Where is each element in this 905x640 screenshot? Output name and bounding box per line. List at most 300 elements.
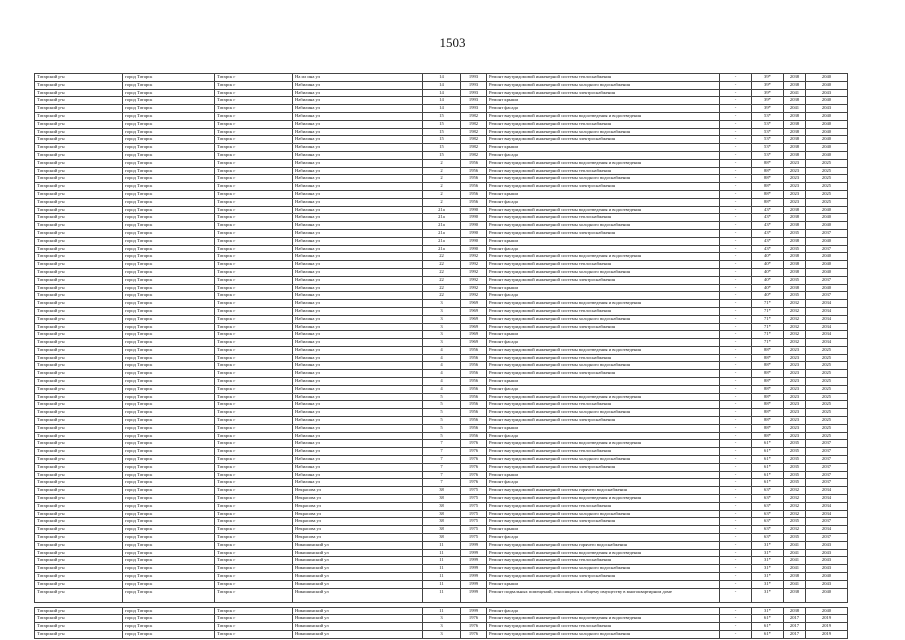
table-row <box>35 588 848 602</box>
cell-district: Татарский р-н <box>35 112 123 120</box>
cell-street: Набилина ул <box>293 261 423 269</box>
cell-year-start: 2038 <box>784 268 806 276</box>
cell-wear: 71* <box>752 339 784 347</box>
cell-locality: Татарск г <box>215 495 293 503</box>
cell-locality: Татарск г <box>215 541 293 549</box>
cell-settlement: город Татарск <box>123 331 215 339</box>
cell-year-end: 2037 <box>806 463 848 471</box>
cell-street: Некрасова ул <box>293 510 423 518</box>
table-row <box>35 331 848 339</box>
cell-wear: 43* <box>752 245 784 253</box>
cell-year-start: 2035 <box>784 534 806 542</box>
cell-year-end: 2037 <box>806 292 848 300</box>
cell-street: Набилина ул <box>293 237 423 245</box>
cell-year: 1992 <box>461 276 487 284</box>
cell-wear: 63* <box>752 526 784 534</box>
cell-settlement: город Татарск <box>123 105 215 113</box>
cell-settlement: город Татарск <box>123 393 215 401</box>
cell-year-end: 2025 <box>806 362 848 370</box>
cell-year-end: 2037 <box>806 456 848 464</box>
cell-year-end: 2040 <box>806 237 848 245</box>
cell-district: Татарский р-н <box>35 463 123 471</box>
cell-district: Татарский р-н <box>35 541 123 549</box>
cell-work-type: Ремонт крыши <box>487 471 720 479</box>
cell-dash: - <box>720 534 752 542</box>
cell-district: Татарский р-н <box>35 315 123 323</box>
cell-year-start: 2023 <box>784 378 806 386</box>
cell-work-type: Ремонт крыши <box>487 424 720 432</box>
cell-wear: 61* <box>752 615 784 623</box>
cell-house: 2 <box>423 175 461 183</box>
cell-dash: - <box>720 393 752 401</box>
cell-house: 21а <box>423 237 461 245</box>
cell-wear: 61* <box>752 479 784 487</box>
table-row <box>35 557 848 565</box>
cell-year-start: 2038 <box>784 206 806 214</box>
cell-year-start: 2023 <box>784 183 806 191</box>
cell-settlement: город Татарск <box>123 112 215 120</box>
cell-year-end: 2034 <box>806 487 848 495</box>
table-row <box>35 615 848 623</box>
cell-street: Набилина ул <box>293 120 423 128</box>
cell-year-start: 2041 <box>784 105 806 113</box>
cell-dash: - <box>720 253 752 261</box>
cell-settlement: город Татарск <box>123 307 215 315</box>
cell-settlement: город Татарск <box>123 339 215 347</box>
cell-settlement: город Татарск <box>123 261 215 269</box>
cell-street: Набилина ул <box>293 479 423 487</box>
cell-year: 1956 <box>461 167 487 175</box>
cell-dash: - <box>720 573 752 581</box>
cell-street: Набилина ул <box>293 456 423 464</box>
cell-locality: Татарск г <box>215 623 293 631</box>
cell-year-start: 2038 <box>784 81 806 89</box>
cell-year-end: 2025 <box>806 346 848 354</box>
cell-district: Татарский р-н <box>35 432 123 440</box>
cell-house: 22 <box>423 261 461 269</box>
cell-street: Набилина ул <box>293 128 423 136</box>
cell-work-type: Ремонт внутридомовой инженерной системы холодного водоснабжения <box>487 630 720 638</box>
cell-house: 3 <box>423 623 461 631</box>
cell-district: Татарский р-н <box>35 136 123 144</box>
cell-settlement: город Татарск <box>123 510 215 518</box>
cell-settlement: город Татарск <box>123 607 215 615</box>
cell-locality: Татарск г <box>215 615 293 623</box>
cell-locality: Татарск г <box>215 159 293 167</box>
register-table <box>34 73 848 639</box>
cell-year-start: 2017 <box>784 623 806 631</box>
cell-wear: 31* <box>752 573 784 581</box>
table-row <box>35 623 848 631</box>
cell-work-type: Ремонт крыши <box>487 284 720 292</box>
cell-locality: Татарск г <box>215 105 293 113</box>
cell-district: Татарский р-н <box>35 331 123 339</box>
cell-wear: 39* <box>752 97 784 105</box>
cell-locality: Татарск г <box>215 401 293 409</box>
cell-dash: - <box>720 292 752 300</box>
cell-year-end: 2025 <box>806 432 848 440</box>
cell-year: 1990 <box>461 245 487 253</box>
cell-year-end: 2040 <box>806 136 848 144</box>
cell-dash: - <box>720 261 752 269</box>
table-row <box>35 97 848 105</box>
cell-work-type: Ремонт внутридомовой инженерной системы холодного водоснабжения <box>487 268 720 276</box>
cell-locality: Татарск г <box>215 463 293 471</box>
cell-year: 1982 <box>461 151 487 159</box>
cell-year-end: 2043 <box>806 565 848 573</box>
cell-work-type: Ремонт внутридомовой инженерной системы теплоснабжения <box>487 167 720 175</box>
cell-year-start: 2041 <box>784 580 806 588</box>
cell-work-type: Ремонт внутридомовой инженерной системы электроснабжения <box>487 370 720 378</box>
cell-street: Набилина ул <box>293 354 423 362</box>
cell-dash: - <box>720 370 752 378</box>
cell-street: Набилина ул <box>293 167 423 175</box>
cell-settlement: город Татарск <box>123 183 215 191</box>
cell-district: Татарский р-н <box>35 183 123 191</box>
table-row <box>35 385 848 393</box>
cell-year: 1956 <box>461 190 487 198</box>
cell-work-type: Ремонт внутридомовой инженерной системы холодного водоснабжения <box>487 315 720 323</box>
cell-house: 21а <box>423 206 461 214</box>
cell-locality: Татарск г <box>215 89 293 97</box>
cell-year-end: 2037 <box>806 245 848 253</box>
cell-house: 4 <box>423 346 461 354</box>
cell-year-start: 2023 <box>784 393 806 401</box>
table-row <box>35 573 848 581</box>
table-row <box>35 112 848 120</box>
cell-year-end: 2040 <box>806 112 848 120</box>
cell-year-start: 2023 <box>784 424 806 432</box>
cell-settlement: город Татарск <box>123 424 215 432</box>
cell-district: Татарский р-н <box>35 190 123 198</box>
cell-year-start: 2038 <box>784 144 806 152</box>
cell-year: 1975 <box>461 518 487 526</box>
cell-street: Никишинский ул <box>293 549 423 557</box>
cell-house: 14 <box>423 97 461 105</box>
cell-locality: Татарск г <box>215 549 293 557</box>
cell-house: 2 <box>423 198 461 206</box>
cell-year-start: 2032 <box>784 502 806 510</box>
cell-work-type: Ремонт внутридомовой инженерной системы водоотведения и водоотведения <box>487 253 720 261</box>
cell-work-type: Ремонт внутридомовой инженерной системы электроснабжения <box>487 229 720 237</box>
cell-wear: 39* <box>752 89 784 97</box>
cell-wear: 88* <box>752 190 784 198</box>
cell-year: 1969 <box>461 331 487 339</box>
cell-dash: - <box>720 97 752 105</box>
cell-wear: 31* <box>752 588 784 602</box>
cell-year-start: 2035 <box>784 245 806 253</box>
cell-house: 7 <box>423 479 461 487</box>
cell-work-type: Ремонт фасада <box>487 245 720 253</box>
cell-work-type: Ремонт внутридомовой инженерной системы холодного водоснабжения <box>487 81 720 89</box>
cell-work-type: Ремонт внутридомовой инженерной системы электроснабжения <box>487 323 720 331</box>
cell-year-end: 2034 <box>806 300 848 308</box>
cell-year-start: 2038 <box>784 74 806 82</box>
cell-locality: Татарск г <box>215 183 293 191</box>
cell-house: 3 <box>423 630 461 638</box>
cell-dash: - <box>720 471 752 479</box>
cell-district: Татарский р-н <box>35 370 123 378</box>
cell-locality: Татарск г <box>215 479 293 487</box>
table-row <box>35 268 848 276</box>
cell-wear: 88* <box>752 370 784 378</box>
cell-year-end: 2019 <box>806 630 848 638</box>
cell-locality: Татарск г <box>215 565 293 573</box>
table-row <box>35 307 848 315</box>
cell-street: Набилина ул <box>293 315 423 323</box>
cell-locality: Татарск г <box>215 346 293 354</box>
cell-wear: 71* <box>752 323 784 331</box>
cell-settlement: город Татарск <box>123 354 215 362</box>
cell-settlement: город Татарск <box>123 370 215 378</box>
cell-locality: Татарск г <box>215 268 293 276</box>
cell-street: Набилина ул <box>293 206 423 214</box>
cell-locality: Татарск г <box>215 471 293 479</box>
cell-locality: Татарск г <box>215 136 293 144</box>
table-row <box>35 253 848 261</box>
cell-house: 3 <box>423 615 461 623</box>
cell-year: 1976 <box>461 440 487 448</box>
cell-dash: - <box>720 136 752 144</box>
cell-settlement: город Татарск <box>123 323 215 331</box>
cell-street: Набилина ул <box>293 440 423 448</box>
cell-locality: Татарск г <box>215 206 293 214</box>
cell-district: Татарский р-н <box>35 253 123 261</box>
cell-year: 1956 <box>461 401 487 409</box>
cell-wear: 61* <box>752 471 784 479</box>
table-row <box>35 362 848 370</box>
cell-year-end: 2040 <box>806 206 848 214</box>
cell-district: Татарский р-н <box>35 300 123 308</box>
cell-dash: - <box>720 487 752 495</box>
cell-wear: 53* <box>752 112 784 120</box>
cell-work-type: Ремонт внутридомовой инженерной системы электроснабжения <box>487 417 720 425</box>
cell-dash: - <box>720 315 752 323</box>
cell-house: 11 <box>423 580 461 588</box>
cell-wear: 71* <box>752 300 784 308</box>
cell-work-type: Ремонт внутридомовой инженерной системы теплоснабжения <box>487 401 720 409</box>
cell-district: Татарский р-н <box>35 245 123 253</box>
cell-house: 3 <box>423 315 461 323</box>
cell-work-type: Ремонт внутридомовой инженерной системы водоотведения и водоотведения <box>487 112 720 120</box>
table-row <box>35 393 848 401</box>
table-row <box>35 417 848 425</box>
cell-locality: Татарск г <box>215 300 293 308</box>
cell-locality: Татарск г <box>215 354 293 362</box>
cell-settlement: город Татарск <box>123 565 215 573</box>
cell-work-type: Ремонт крыши <box>487 190 720 198</box>
cell-district: Татарский р-н <box>35 97 123 105</box>
cell-settlement: город Татарск <box>123 573 215 581</box>
cell-house: 15 <box>423 144 461 152</box>
cell-district: Татарский р-н <box>35 448 123 456</box>
table-row <box>35 323 848 331</box>
cell-year: 1956 <box>461 175 487 183</box>
cell-settlement: город Татарск <box>123 385 215 393</box>
cell-locality: Татарск г <box>215 315 293 323</box>
cell-year-end: 2040 <box>806 81 848 89</box>
cell-dash: - <box>720 417 752 425</box>
cell-settlement: город Татарск <box>123 229 215 237</box>
cell-work-type: Ремонт внутридомовой инженерной системы горячего водоснабжения <box>487 541 720 549</box>
cell-work-type: Ремонт внутридомовой инженерной системы холодного водоснабжения <box>487 565 720 573</box>
cell-settlement: город Татарск <box>123 463 215 471</box>
cell-year-start: 2038 <box>784 97 806 105</box>
cell-year: 1993 <box>461 74 487 82</box>
cell-locality: Татарск г <box>215 331 293 339</box>
cell-settlement: город Татарск <box>123 518 215 526</box>
table-row <box>35 541 848 549</box>
cell-year-start: 2038 <box>784 128 806 136</box>
cell-wear: 53* <box>752 136 784 144</box>
cell-wear: 71* <box>752 331 784 339</box>
cell-dash: - <box>720 237 752 245</box>
cell-work-type: Ремонт внутридомовой инженерной системы электроснабжения <box>487 573 720 581</box>
cell-wear: 43* <box>752 222 784 230</box>
cell-year: 1975 <box>461 487 487 495</box>
cell-year-end: 2034 <box>806 339 848 347</box>
cell-settlement: город Татарск <box>123 549 215 557</box>
cell-house: 2 <box>423 190 461 198</box>
cell-dash: - <box>720 120 752 128</box>
cell-street: Набилина ул <box>293 378 423 386</box>
cell-year: 1956 <box>461 346 487 354</box>
cell-locality: Татарск г <box>215 112 293 120</box>
cell-year-start: 2023 <box>784 167 806 175</box>
cell-locality: Татарск г <box>215 292 293 300</box>
cell-locality: Татарск г <box>215 276 293 284</box>
cell-locality: Татарск г <box>215 607 293 615</box>
table-row <box>35 206 848 214</box>
cell-year-end: 2043 <box>806 105 848 113</box>
cell-dash: - <box>720 362 752 370</box>
cell-dash: - <box>720 479 752 487</box>
cell-year-end: 2034 <box>806 510 848 518</box>
cell-dash: - <box>720 440 752 448</box>
cell-street: Набилина ул <box>293 284 423 292</box>
cell-year-start: 2023 <box>784 190 806 198</box>
cell-dash: - <box>720 565 752 573</box>
cell-settlement: город Татарск <box>123 167 215 175</box>
cell-district: Татарский р-н <box>35 214 123 222</box>
cell-year: 1976 <box>461 456 487 464</box>
cell-year: 1976 <box>461 471 487 479</box>
cell-street: Набилина ул <box>293 81 423 89</box>
cell-street: Никишинский ул <box>293 573 423 581</box>
cell-dash: - <box>720 588 752 602</box>
cell-wear: 43* <box>752 206 784 214</box>
cell-year-start: 2041 <box>784 541 806 549</box>
cell-dash: - <box>720 74 752 82</box>
cell-street: Некрасова ул <box>293 495 423 503</box>
cell-house: 22 <box>423 292 461 300</box>
cell-house: 15 <box>423 120 461 128</box>
cell-district: Татарский р-н <box>35 549 123 557</box>
cell-house: 5 <box>423 409 461 417</box>
cell-wear: 31* <box>752 580 784 588</box>
cell-district: Татарский р-н <box>35 206 123 214</box>
cell-dash: - <box>720 198 752 206</box>
cell-year-start: 2035 <box>784 518 806 526</box>
cell-work-type: Ремонт фасада <box>487 432 720 440</box>
cell-dash: - <box>720 432 752 440</box>
cell-year: 1969 <box>461 300 487 308</box>
cell-year: 1976 <box>461 479 487 487</box>
cell-wear: 40* <box>752 276 784 284</box>
cell-district: Татарский р-н <box>35 471 123 479</box>
cell-district: Татарский р-н <box>35 128 123 136</box>
cell-house: 5 <box>423 401 461 409</box>
cell-settlement: город Татарск <box>123 487 215 495</box>
cell-district: Татарский р-н <box>35 502 123 510</box>
cell-dash: - <box>720 307 752 315</box>
cell-year: 1999 <box>461 557 487 565</box>
cell-year-end: 2037 <box>806 479 848 487</box>
cell-year-end: 2040 <box>806 151 848 159</box>
cell-wear: 88* <box>752 198 784 206</box>
cell-work-type: Ремонт внутридомовой инженерной системы электроснабжения <box>487 183 720 191</box>
cell-year-end: 2037 <box>806 534 848 542</box>
cell-year-end: 2037 <box>806 448 848 456</box>
cell-year: 1969 <box>461 323 487 331</box>
cell-year: 1993 <box>461 81 487 89</box>
cell-work-type: Ремонт внутридомовой инженерной системы водоотведения и водоотведения <box>487 346 720 354</box>
cell-locality: Татарск г <box>215 237 293 245</box>
cell-year: 1956 <box>461 432 487 440</box>
cell-year-end: 2034 <box>806 307 848 315</box>
table-row <box>35 378 848 386</box>
cell-house: 11 <box>423 557 461 565</box>
cell-year: 1956 <box>461 424 487 432</box>
cell-district: Татарский р-н <box>35 268 123 276</box>
cell-wear: 88* <box>752 401 784 409</box>
cell-work-type: Ремонт внутридомовой инженерной системы электроснабжения <box>487 276 720 284</box>
cell-locality: Татарск г <box>215 518 293 526</box>
cell-locality: Татарск г <box>215 385 293 393</box>
cell-settlement: город Татарск <box>123 615 215 623</box>
table-row <box>35 518 848 526</box>
cell-work-type: Ремонт внутридомовой инженерной системы холодного водоснабжения <box>487 222 720 230</box>
cell-street: Набилина ул <box>293 175 423 183</box>
cell-year: 1956 <box>461 159 487 167</box>
cell-year-end: 2037 <box>806 229 848 237</box>
cell-house: 22 <box>423 268 461 276</box>
cell-wear: 40* <box>752 253 784 261</box>
cell-house: 14 <box>423 81 461 89</box>
cell-year-end: 2037 <box>806 440 848 448</box>
cell-district: Татарский р-н <box>35 229 123 237</box>
cell-year-start: 2032 <box>784 495 806 503</box>
cell-wear: 39* <box>752 81 784 89</box>
cell-house: 4 <box>423 362 461 370</box>
cell-year: 1975 <box>461 495 487 503</box>
cell-district: Татарский р-н <box>35 401 123 409</box>
cell-wear: 88* <box>752 409 784 417</box>
cell-district: Татарский р-н <box>35 510 123 518</box>
cell-work-type: Ремонт внутридомовой инженерной системы теплоснабжения <box>487 354 720 362</box>
table-row <box>35 510 848 518</box>
cell-street: На ил ина ул <box>293 74 423 82</box>
cell-year: 1992 <box>461 284 487 292</box>
cell-year: 1976 <box>461 630 487 638</box>
cell-settlement: город Татарск <box>123 479 215 487</box>
cell-dash: - <box>720 346 752 354</box>
cell-house: 22 <box>423 276 461 284</box>
cell-district: Татарский р-н <box>35 261 123 269</box>
table-row <box>35 534 848 542</box>
cell-dash: - <box>720 549 752 557</box>
cell-street: Набилина ул <box>293 276 423 284</box>
